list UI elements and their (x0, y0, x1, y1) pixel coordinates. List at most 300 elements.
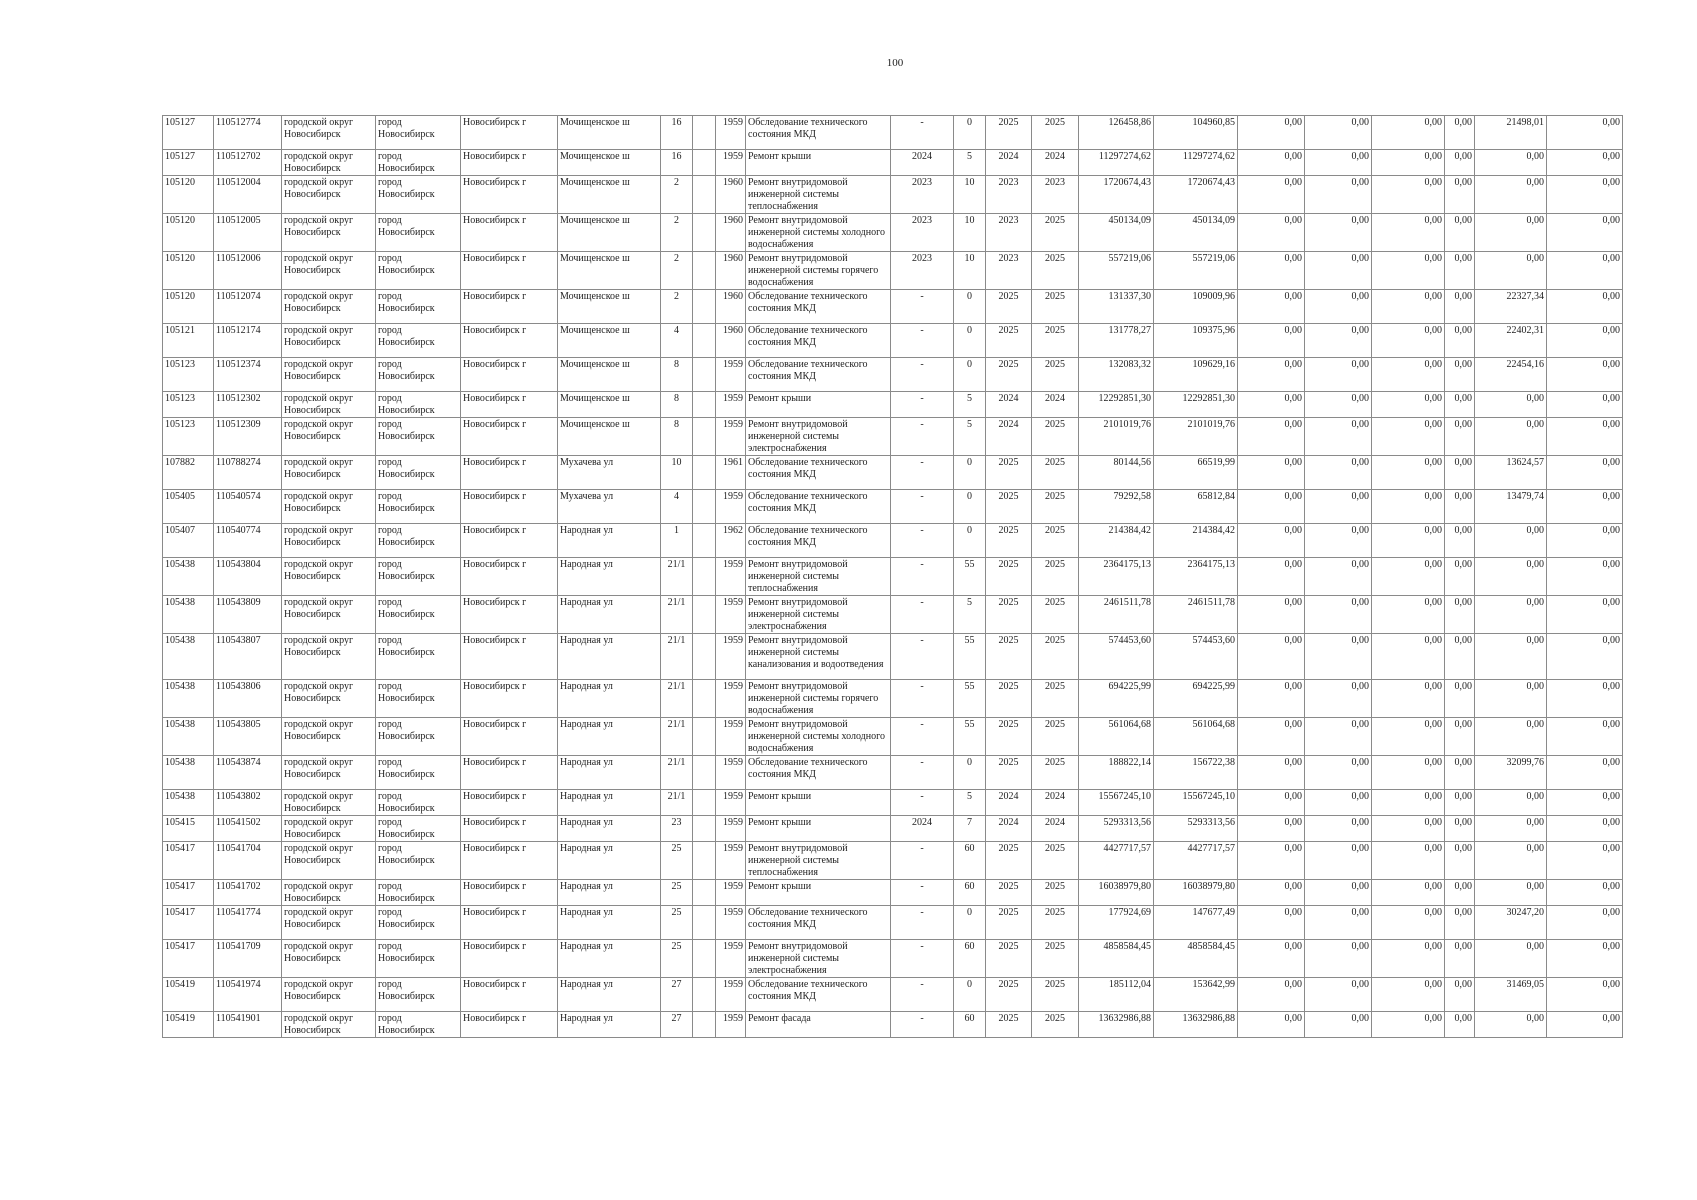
cell-owners-funds: 32099,76 (1475, 756, 1547, 790)
cell-build-year: 1959 (716, 358, 746, 392)
cell-house-id: 105438 (163, 680, 214, 718)
cell-total-cost: 131337,30 (1079, 290, 1154, 324)
cell-house-id: 105438 (163, 718, 214, 756)
cell-house-id: 105120 (163, 214, 214, 252)
cell-locality: Новосибирск г (461, 490, 558, 524)
cell-regional-budget: 0,00 (1305, 816, 1372, 842)
cell-work-type: Ремонт внутридомовой инженерной системы электроснабжения (746, 596, 891, 634)
cell-house-id: 105417 (163, 906, 214, 940)
cell-wear-percent: 0 (954, 978, 986, 1012)
cell-plan-year: - (891, 358, 954, 392)
cell-federal-budget: 0,00 (1238, 756, 1305, 790)
cell-regional-budget: 0,00 (1305, 718, 1372, 756)
cell-reserve: 0,00 (1547, 1012, 1623, 1038)
cell-build-year: 1962 (716, 524, 746, 558)
cell-start-year: 2024 (986, 790, 1032, 816)
cell-total-cost: 5293313,56 (1079, 816, 1154, 842)
cell-local-budget: 0,00 (1372, 558, 1445, 596)
cell-start-year: 2023 (986, 176, 1032, 214)
cell-street: Народная ул (558, 906, 661, 940)
cell-reserve: 0,00 (1547, 324, 1623, 358)
cell-plan-year: - (891, 634, 954, 680)
cell-municipal-district: городской округ Новосибирск (282, 634, 376, 680)
cell-build-year: 1959 (716, 558, 746, 596)
cell-locality: Новосибирск г (461, 940, 558, 978)
cell-municipal-district: городской округ Новосибирск (282, 214, 376, 252)
cell-building (693, 790, 716, 816)
cell-house-number: 16 (661, 116, 693, 150)
cell-local-budget: 0,00 (1372, 150, 1445, 176)
page-number: 100 (886, 57, 904, 69)
cell-start-year: 2023 (986, 214, 1032, 252)
cell-other-funds: 0,00 (1445, 290, 1475, 324)
cell-settlement: город Новосибирск (376, 634, 461, 680)
cell-settlement: город Новосибирск (376, 842, 461, 880)
cell-house-id: 105120 (163, 252, 214, 290)
cell-locality: Новосибирск г (461, 456, 558, 490)
cell-work-id: 110512374 (214, 358, 282, 392)
cell-work-id: 110541974 (214, 978, 282, 1012)
cell-settlement: город Новосибирск (376, 252, 461, 290)
cell-municipal-district: городской округ Новосибирск (282, 1012, 376, 1038)
cell-house-number: 8 (661, 358, 693, 392)
cell-local-budget: 0,00 (1372, 906, 1445, 940)
cell-building (693, 596, 716, 634)
cell-wear-percent: 0 (954, 756, 986, 790)
table-row (163, 150, 1623, 176)
cell-house-id: 105438 (163, 756, 214, 790)
cell-build-year: 1959 (716, 842, 746, 880)
cell-total-cost: 11297274,62 (1079, 150, 1154, 176)
cell-locality: Новосибирск г (461, 906, 558, 940)
cell-plan-year: - (891, 756, 954, 790)
cell-end-year: 2025 (1032, 1012, 1079, 1038)
cell-local-budget: 0,00 (1372, 978, 1445, 1012)
cell-building (693, 252, 716, 290)
cell-fund-cost: 156722,38 (1154, 756, 1238, 790)
cell-house-number: 21/1 (661, 680, 693, 718)
cell-fund-cost: 12292851,30 (1154, 392, 1238, 418)
cell-local-budget: 0,00 (1372, 252, 1445, 290)
cell-building (693, 978, 716, 1012)
cell-owners-funds: 0,00 (1475, 150, 1547, 176)
cell-start-year: 2025 (986, 490, 1032, 524)
cell-fund-cost: 2461511,78 (1154, 596, 1238, 634)
table-row (163, 596, 1623, 634)
cell-regional-budget: 0,00 (1305, 392, 1372, 418)
cell-build-year: 1959 (716, 490, 746, 524)
cell-federal-budget: 0,00 (1238, 524, 1305, 558)
cell-owners-funds: 30247,20 (1475, 906, 1547, 940)
cell-local-budget: 0,00 (1372, 842, 1445, 880)
cell-local-budget: 0,00 (1372, 456, 1445, 490)
table-row (163, 790, 1623, 816)
cell-federal-budget: 0,00 (1238, 358, 1305, 392)
cell-total-cost: 177924,69 (1079, 906, 1154, 940)
table-row (163, 842, 1623, 880)
cell-build-year: 1960 (716, 290, 746, 324)
cell-total-cost: 4427717,57 (1079, 842, 1154, 880)
cell-build-year: 1959 (716, 680, 746, 718)
cell-street: Народная ул (558, 978, 661, 1012)
cell-house-id: 105123 (163, 392, 214, 418)
cell-local-budget: 0,00 (1372, 392, 1445, 418)
cell-work-type: Ремонт внутридомовой инженерной системы канализования и водоотведения (746, 634, 891, 680)
cell-other-funds: 0,00 (1445, 634, 1475, 680)
cell-locality: Новосибирск г (461, 150, 558, 176)
cell-house-number: 2 (661, 214, 693, 252)
cell-reserve: 0,00 (1547, 214, 1623, 252)
cell-work-id: 110543804 (214, 558, 282, 596)
cell-owners-funds: 22327,34 (1475, 290, 1547, 324)
cell-total-cost: 132083,32 (1079, 358, 1154, 392)
cell-owners-funds: 0,00 (1475, 634, 1547, 680)
cell-street: Народная ул (558, 1012, 661, 1038)
cell-build-year: 1960 (716, 214, 746, 252)
cell-total-cost: 188822,14 (1079, 756, 1154, 790)
cell-street: Народная ул (558, 816, 661, 842)
cell-regional-budget: 0,00 (1305, 596, 1372, 634)
cell-work-type: Ремонт крыши (746, 880, 891, 906)
cell-work-type: Ремонт крыши (746, 150, 891, 176)
cell-owners-funds: 0,00 (1475, 524, 1547, 558)
cell-settlement: город Новосибирск (376, 906, 461, 940)
cell-house-number: 2 (661, 290, 693, 324)
cell-regional-budget: 0,00 (1305, 176, 1372, 214)
cell-house-number: 1 (661, 524, 693, 558)
cell-end-year: 2024 (1032, 816, 1079, 842)
cell-municipal-district: городской округ Новосибирск (282, 718, 376, 756)
cell-other-funds: 0,00 (1445, 214, 1475, 252)
cell-reserve: 0,00 (1547, 790, 1623, 816)
cell-house-id: 105127 (163, 150, 214, 176)
cell-work-type: Обследование технического состояния МКД (746, 290, 891, 324)
cell-reserve: 0,00 (1547, 418, 1623, 456)
cell-start-year: 2025 (986, 558, 1032, 596)
cell-start-year: 2024 (986, 418, 1032, 456)
cell-house-number: 21/1 (661, 634, 693, 680)
cell-end-year: 2025 (1032, 456, 1079, 490)
cell-street: Мухачева ул (558, 456, 661, 490)
cell-regional-budget: 0,00 (1305, 418, 1372, 456)
cell-municipal-district: городской округ Новосибирск (282, 842, 376, 880)
cell-regional-budget: 0,00 (1305, 324, 1372, 358)
cell-work-id: 110541709 (214, 940, 282, 978)
table-row (163, 456, 1623, 490)
cell-house-number: 8 (661, 392, 693, 418)
cell-reserve: 0,00 (1547, 290, 1623, 324)
cell-house-number: 8 (661, 418, 693, 456)
cell-plan-year: 2023 (891, 214, 954, 252)
cell-wear-percent: 0 (954, 324, 986, 358)
cell-fund-cost: 109009,96 (1154, 290, 1238, 324)
cell-work-id: 110541774 (214, 906, 282, 940)
cell-total-cost: 131778,27 (1079, 324, 1154, 358)
cell-locality: Новосибирск г (461, 290, 558, 324)
cell-start-year: 2024 (986, 392, 1032, 418)
cell-start-year: 2025 (986, 524, 1032, 558)
cell-municipal-district: городской округ Новосибирск (282, 906, 376, 940)
cell-federal-budget: 0,00 (1238, 116, 1305, 150)
cell-build-year: 1959 (716, 418, 746, 456)
cell-other-funds: 0,00 (1445, 906, 1475, 940)
cell-other-funds: 0,00 (1445, 392, 1475, 418)
cell-regional-budget: 0,00 (1305, 490, 1372, 524)
cell-locality: Новосибирск г (461, 1012, 558, 1038)
cell-reserve: 0,00 (1547, 680, 1623, 718)
cell-regional-budget: 0,00 (1305, 978, 1372, 1012)
cell-fund-cost: 5293313,56 (1154, 816, 1238, 842)
cell-street: Народная ул (558, 718, 661, 756)
cell-reserve: 0,00 (1547, 756, 1623, 790)
cell-total-cost: 214384,42 (1079, 524, 1154, 558)
table-row (163, 940, 1623, 978)
cell-reserve: 0,00 (1547, 392, 1623, 418)
table-body (163, 116, 1623, 1038)
cell-owners-funds: 22454,16 (1475, 358, 1547, 392)
cell-municipal-district: городской округ Новосибирск (282, 358, 376, 392)
table-row (163, 1012, 1623, 1038)
cell-locality: Новосибирск г (461, 558, 558, 596)
cell-end-year: 2025 (1032, 324, 1079, 358)
cell-owners-funds: 13479,74 (1475, 490, 1547, 524)
cell-wear-percent: 0 (954, 456, 986, 490)
cell-start-year: 2025 (986, 842, 1032, 880)
cell-federal-budget: 0,00 (1238, 596, 1305, 634)
cell-wear-percent: 55 (954, 718, 986, 756)
cell-settlement: город Новосибирск (376, 290, 461, 324)
cell-federal-budget: 0,00 (1238, 252, 1305, 290)
cell-locality: Новосибирск г (461, 524, 558, 558)
cell-settlement: город Новосибирск (376, 880, 461, 906)
cell-other-funds: 0,00 (1445, 558, 1475, 596)
cell-federal-budget: 0,00 (1238, 150, 1305, 176)
cell-work-type: Ремонт внутридомовой инженерной системы теплоснабжения (746, 842, 891, 880)
cell-work-type: Обследование технического состояния МКД (746, 906, 891, 940)
cell-plan-year: - (891, 392, 954, 418)
table-row (163, 116, 1623, 150)
cell-total-cost: 2101019,76 (1079, 418, 1154, 456)
cell-house-id: 105438 (163, 790, 214, 816)
cell-plan-year: 2023 (891, 176, 954, 214)
cell-total-cost: 450134,09 (1079, 214, 1154, 252)
cell-start-year: 2025 (986, 880, 1032, 906)
cell-reserve: 0,00 (1547, 524, 1623, 558)
cell-local-budget: 0,00 (1372, 1012, 1445, 1038)
cell-settlement: город Новосибирск (376, 358, 461, 392)
cell-street: Народная ул (558, 880, 661, 906)
cell-end-year: 2025 (1032, 680, 1079, 718)
cell-reserve: 0,00 (1547, 940, 1623, 978)
cell-other-funds: 0,00 (1445, 596, 1475, 634)
cell-building (693, 718, 716, 756)
cell-work-type: Ремонт фасада (746, 1012, 891, 1038)
cell-plan-year: - (891, 842, 954, 880)
cell-total-cost: 126458,86 (1079, 116, 1154, 150)
cell-local-budget: 0,00 (1372, 490, 1445, 524)
cell-wear-percent: 0 (954, 524, 986, 558)
cell-end-year: 2024 (1032, 150, 1079, 176)
cell-house-number: 25 (661, 880, 693, 906)
cell-building (693, 176, 716, 214)
cell-work-type: Ремонт крыши (746, 790, 891, 816)
cell-locality: Новосибирск г (461, 680, 558, 718)
cell-regional-budget: 0,00 (1305, 1012, 1372, 1038)
cell-locality: Новосибирск г (461, 214, 558, 252)
cell-wear-percent: 0 (954, 906, 986, 940)
cell-building (693, 358, 716, 392)
cell-owners-funds: 31469,05 (1475, 978, 1547, 1012)
cell-building (693, 418, 716, 456)
cell-reserve: 0,00 (1547, 252, 1623, 290)
cell-street: Народная ул (558, 790, 661, 816)
cell-reserve: 0,00 (1547, 978, 1623, 1012)
cell-work-type: Ремонт внутридомовой инженерной системы горячего водоснабжения (746, 680, 891, 718)
cell-house-number: 10 (661, 456, 693, 490)
cell-wear-percent: 60 (954, 880, 986, 906)
cell-municipal-district: городской округ Новосибирск (282, 940, 376, 978)
table-row (163, 490, 1623, 524)
cell-total-cost: 185112,04 (1079, 978, 1154, 1012)
cell-plan-year: - (891, 558, 954, 596)
cell-total-cost: 16038979,80 (1079, 880, 1154, 906)
cell-settlement: город Новосибирск (376, 816, 461, 842)
cell-build-year: 1961 (716, 456, 746, 490)
cell-plan-year: - (891, 790, 954, 816)
cell-fund-cost: 153642,99 (1154, 978, 1238, 1012)
cell-total-cost: 561064,68 (1079, 718, 1154, 756)
cell-wear-percent: 55 (954, 634, 986, 680)
cell-settlement: город Новосибирск (376, 418, 461, 456)
cell-work-type: Ремонт внутридомовой инженерной системы горячего водоснабжения (746, 252, 891, 290)
cell-build-year: 1959 (716, 940, 746, 978)
cell-fund-cost: 2101019,76 (1154, 418, 1238, 456)
cell-reserve: 0,00 (1547, 880, 1623, 906)
cell-work-id: 110543802 (214, 790, 282, 816)
cell-fund-cost: 694225,99 (1154, 680, 1238, 718)
cell-local-budget: 0,00 (1372, 290, 1445, 324)
cell-house-id: 105417 (163, 940, 214, 978)
cell-federal-budget: 0,00 (1238, 880, 1305, 906)
cell-wear-percent: 10 (954, 214, 986, 252)
cell-wear-percent: 10 (954, 252, 986, 290)
cell-build-year: 1959 (716, 392, 746, 418)
cell-street: Мочищенское ш (558, 214, 661, 252)
cell-locality: Новосибирск г (461, 116, 558, 150)
cell-plan-year: - (891, 718, 954, 756)
cell-street: Мочищенское ш (558, 392, 661, 418)
cell-work-type: Обследование технического состояния МКД (746, 978, 891, 1012)
cell-fund-cost: 11297274,62 (1154, 150, 1238, 176)
cell-start-year: 2024 (986, 150, 1032, 176)
cell-owners-funds: 0,00 (1475, 880, 1547, 906)
cell-street: Народная ул (558, 558, 661, 596)
cell-house-id: 107882 (163, 456, 214, 490)
cell-house-id: 105438 (163, 596, 214, 634)
cell-building (693, 906, 716, 940)
cell-regional-budget: 0,00 (1305, 252, 1372, 290)
cell-total-cost: 15567245,10 (1079, 790, 1154, 816)
cell-federal-budget: 0,00 (1238, 490, 1305, 524)
cell-build-year: 1959 (716, 756, 746, 790)
cell-reserve: 0,00 (1547, 718, 1623, 756)
cell-locality: Новосибирск г (461, 978, 558, 1012)
cell-street: Мочищенское ш (558, 252, 661, 290)
cell-owners-funds: 0,00 (1475, 214, 1547, 252)
cell-end-year: 2024 (1032, 392, 1079, 418)
cell-build-year: 1959 (716, 906, 746, 940)
cell-plan-year: 2023 (891, 252, 954, 290)
cell-owners-funds: 0,00 (1475, 1012, 1547, 1038)
cell-start-year: 2025 (986, 116, 1032, 150)
cell-house-id: 105415 (163, 816, 214, 842)
cell-building (693, 634, 716, 680)
cell-owners-funds: 0,00 (1475, 790, 1547, 816)
cell-fund-cost: 65812,84 (1154, 490, 1238, 524)
cell-end-year: 2024 (1032, 790, 1079, 816)
cell-municipal-district: городской округ Новосибирск (282, 176, 376, 214)
cell-street: Мочищенское ш (558, 418, 661, 456)
cell-owners-funds: 0,00 (1475, 392, 1547, 418)
cell-work-id: 110541704 (214, 842, 282, 880)
cell-fund-cost: 13632986,88 (1154, 1012, 1238, 1038)
cell-street: Мочищенское ш (558, 290, 661, 324)
cell-street: Мочищенское ш (558, 324, 661, 358)
cell-other-funds: 0,00 (1445, 978, 1475, 1012)
cell-house-number: 4 (661, 324, 693, 358)
cell-federal-budget: 0,00 (1238, 842, 1305, 880)
cell-federal-budget: 0,00 (1238, 290, 1305, 324)
cell-wear-percent: 60 (954, 1012, 986, 1038)
cell-build-year: 1959 (716, 116, 746, 150)
cell-local-budget: 0,00 (1372, 324, 1445, 358)
cell-house-id: 105438 (163, 634, 214, 680)
cell-locality: Новосибирск г (461, 596, 558, 634)
cell-owners-funds: 13624,57 (1475, 456, 1547, 490)
cell-settlement: город Новосибирск (376, 214, 461, 252)
cell-end-year: 2025 (1032, 978, 1079, 1012)
cell-fund-cost: 214384,42 (1154, 524, 1238, 558)
cell-plan-year: - (891, 906, 954, 940)
cell-federal-budget: 0,00 (1238, 456, 1305, 490)
cell-start-year: 2025 (986, 456, 1032, 490)
cell-regional-budget: 0,00 (1305, 150, 1372, 176)
cell-house-id: 105417 (163, 842, 214, 880)
cell-building (693, 392, 716, 418)
cell-wear-percent: 55 (954, 558, 986, 596)
cell-owners-funds: 0,00 (1475, 418, 1547, 456)
cell-house-id: 105120 (163, 290, 214, 324)
cell-federal-budget: 0,00 (1238, 558, 1305, 596)
cell-federal-budget: 0,00 (1238, 1012, 1305, 1038)
cell-plan-year: - (891, 116, 954, 150)
cell-work-id: 110512074 (214, 290, 282, 324)
cell-house-id: 105419 (163, 1012, 214, 1038)
cell-local-budget: 0,00 (1372, 176, 1445, 214)
cell-settlement: город Новосибирск (376, 790, 461, 816)
cell-regional-budget: 0,00 (1305, 634, 1372, 680)
cell-end-year: 2025 (1032, 252, 1079, 290)
cell-wear-percent: 0 (954, 490, 986, 524)
cell-start-year: 2025 (986, 358, 1032, 392)
cell-end-year: 2025 (1032, 524, 1079, 558)
cell-fund-cost: 561064,68 (1154, 718, 1238, 756)
cell-house-number: 27 (661, 978, 693, 1012)
cell-federal-budget: 0,00 (1238, 906, 1305, 940)
cell-owners-funds: 22402,31 (1475, 324, 1547, 358)
cell-federal-budget: 0,00 (1238, 978, 1305, 1012)
cell-regional-budget: 0,00 (1305, 290, 1372, 324)
